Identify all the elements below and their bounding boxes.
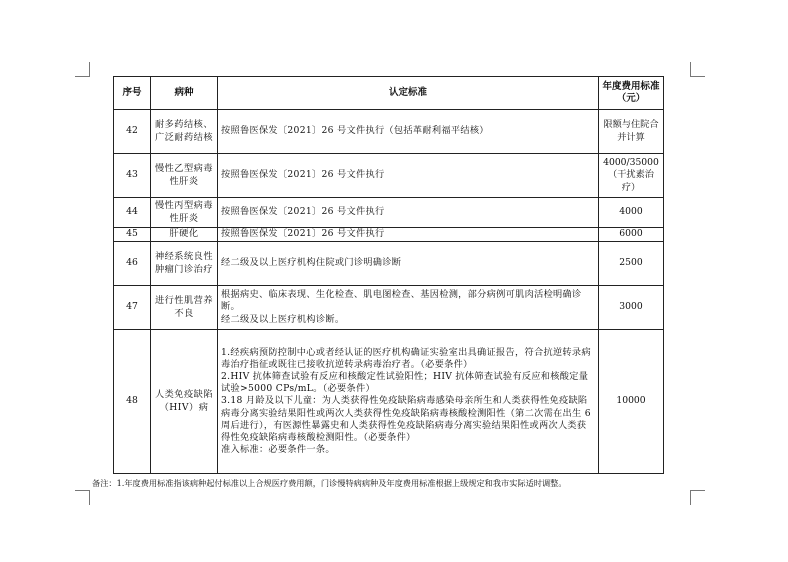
footnote: 备注：1.年度费用标准指该病种起付标准以上合规医疗费用额，门诊慢特病病种及年度费用标准根据上级规定和我市实际适时调整。 [92,478,567,488]
table-row [114,286,664,330]
row-fee: 限额与住院合并计算 [599,110,664,154]
table-header-row [114,77,664,110]
header-disease: 病种 [151,77,218,110]
row-no: 43 [114,154,151,198]
row-standard [218,242,599,286]
row-fee: 6000 [599,228,664,242]
standard-line: 按照鲁医保发〔2021〕26 号文件执行（包括革耐利福平结核） [221,125,489,137]
row-standard [218,228,599,242]
crop-mark-bottom-right [690,490,705,505]
row-disease: 人类免疫缺陷（HIV）病 [151,330,218,474]
header-fee: 年度费用标准（元） [599,77,664,110]
header-standard: 认定标准 [218,77,599,110]
row-fee: 4000 [599,198,664,228]
row-standard [218,286,599,330]
row-disease: 进行性肌营养不良 [151,286,218,330]
table-row [114,228,664,242]
standard-line: 按照鲁医保发〔2021〕26 号文件执行 [221,206,385,218]
standard-line: 按照鲁医保发〔2021〕26 号文件执行 [221,228,385,240]
standard-line: 2.HIV 抗体筛查试验有反应和核酸定性试验阳性；HIV 抗体筛查试验有反应和核酸定量试验>5000 CPs/mL。（必要条件） [221,370,589,395]
row-no: 47 [114,286,151,330]
table-row [114,198,664,228]
row-standard [218,330,599,474]
row-fee: 4000/35000（干扰素治疗） [599,154,664,198]
standard-line: 根据病史、临床表现、生化检查、肌电图检查、基因检测，部分病例可肌肉活检明确诊断。 [221,289,582,313]
row-fee: 2500 [599,242,664,286]
standard-line: 1.经疾病预防控制中心或者经认证的医疗机构确证实验室出具确证报告，符合抗逆转录病毒治疗指征或既往已接收抗逆转录病毒治疗者。（必要条件） [221,346,591,370]
standard-line: 3.18 月龄及以下儿童：为人类获得性免疫缺陷病毒感染母亲所生和人类获得性免疫缺陷病毒分离实验结果阳性或两次人类获得性免疫缺陷病毒核酸检测阳性（第二次需在出生 6 周后进行），有医源性暴露史和人类获得性免疫缺陷病毒分离实验结果阳性或两次人类获得性免疫缺陷病毒核酸检测阳性。（必要条件） [221,395,591,443]
table-row [114,154,664,198]
table-row [114,330,664,474]
table-row [114,110,664,154]
row-no: 45 [114,228,151,242]
row-disease: 耐多药结核、广泛耐药结核 [151,110,218,154]
standard-line: 经二级及以上医疗机构住院或门诊明确诊断 [221,257,402,269]
crop-mark-top-right [690,62,705,77]
table-row [114,242,664,286]
row-no: 44 [114,198,151,228]
row-standard [218,198,599,228]
standard-line: 经二级及以上医疗机构诊断。 [221,313,345,325]
row-disease: 肝硬化 [151,228,218,242]
row-standard [218,110,599,154]
standard-line: 准入标准：必要条件一条。 [221,444,335,456]
row-no: 46 [114,242,151,286]
row-no: 48 [114,330,151,474]
row-disease: 慢性丙型病毒性肝炎 [151,198,218,228]
disease-standard-table [113,76,664,474]
row-standard [218,154,599,198]
row-fee: 10000 [599,330,664,474]
row-disease: 神经系统良性肿瘤门诊治疗 [151,242,218,286]
standard-line: 按照鲁医保发〔2021〕26 号文件执行 [221,169,385,181]
crop-mark-top-left [75,62,90,77]
header-no: 序号 [114,77,151,110]
row-no: 42 [114,110,151,154]
row-fee: 3000 [599,286,664,330]
row-disease: 慢性乙型病毒性肝炎 [151,154,218,198]
crop-mark-bottom-left [75,490,90,505]
